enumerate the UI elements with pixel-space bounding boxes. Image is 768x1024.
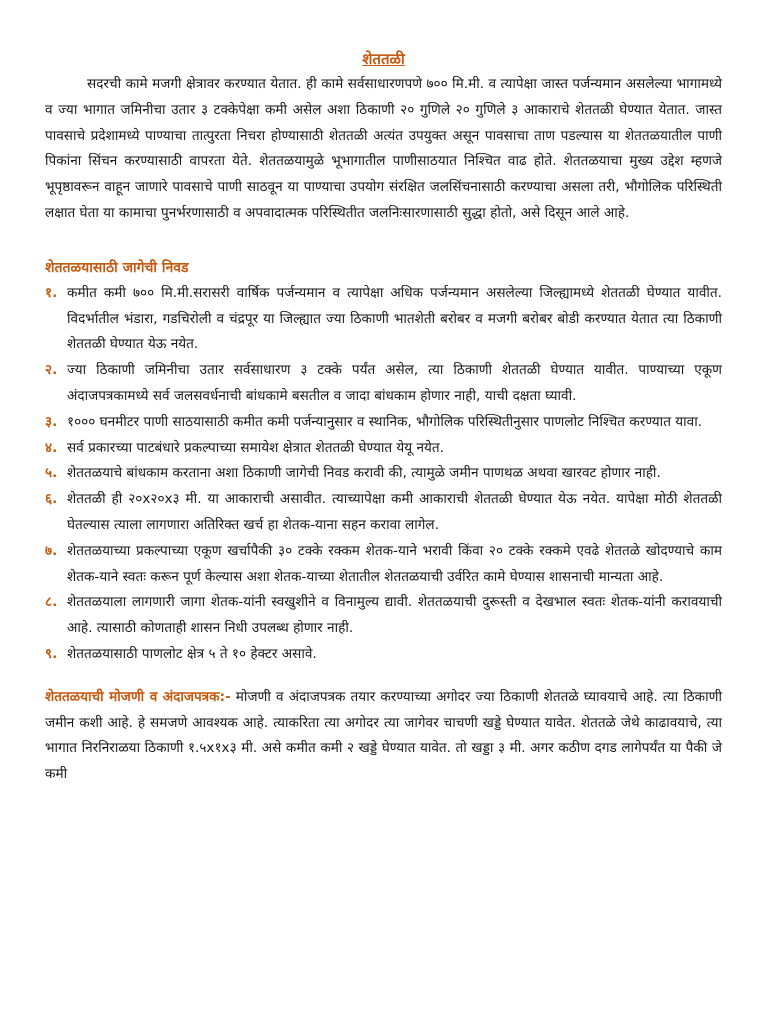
list-item-text: शेततळयासाठी पाणलोट क्षेत्र ५ ते १० हेक्टर असावे. bbox=[67, 645, 317, 662]
list-item-number: ७. bbox=[45, 542, 58, 559]
list-item bbox=[45, 590, 722, 642]
list-item-number: ६. bbox=[45, 491, 58, 508]
list-item bbox=[45, 358, 722, 410]
list-item-text: १००० घनमीटर पाणी साठयासाठी कमीत कमी पर्जन्यानुसार व स्थानिक, भौगोलिक परिस्थितीनुसार पाणलोट निश्चित करण्यात यावा. bbox=[67, 413, 703, 430]
list-item-number: ३. bbox=[45, 413, 58, 430]
document-title: शेततळी bbox=[362, 50, 405, 68]
list-item-text: शेततळयाच्या प्रकल्पाच्या एकूण खर्चापैकी ३० टक्के रक्कम शेतक-याने भरावी किंवा २० टक्के रक्कमे एवढे शेततळे खोदण्याचे काम शेतक-याने स्वतः करून पूर्ण केल्यास अशा शेतक-याच्या शेतातील शेततळयाची उर्वरित कामे घेण्यास शासनाची मान्यता आहे. bbox=[67, 542, 722, 585]
list-item-number: ४. bbox=[45, 439, 58, 456]
list-item-number: ५. bbox=[45, 465, 58, 482]
list-item bbox=[45, 539, 722, 591]
list-item bbox=[45, 410, 722, 436]
list-item-number: ८. bbox=[45, 594, 58, 611]
section-heading-site-selection: शेततळयासाठी जागेची निवड bbox=[45, 259, 189, 276]
list-item-text: कमीत कमी ७०० मि.मी.सरासरी वार्षिक पर्जन्यमान व त्यापेक्षा अधिक पर्जन्यमान असलेल्या जिल्ह्यामध्ये शेततळी घेण्यात यावीत. विदर्भातील भंडारा, गडचिरोली व चंद्रपूर या जिल्ह्यात ज्या ठिकाणी भातशेती बरोबर व मजगी बरोबर बोडी करण्यात येतात त्या ठिकाणी शेततळी घेण्यात येऊ नयेत. bbox=[67, 284, 722, 353]
site-selection-list bbox=[45, 281, 722, 668]
list-item bbox=[45, 642, 722, 668]
list-item-text: सर्व प्रकारच्या पाटबंधारे प्रकल्पाच्या समायेश क्षेत्रात शेततळी घेण्यात येयू नयेत. bbox=[67, 439, 445, 456]
list-item bbox=[45, 281, 722, 358]
measurement-estimate-paragraph bbox=[45, 685, 722, 788]
list-item-text: शेततळयाचे बांधकाम करताना अशा ठिकाणी जागेची निवड करावी की, त्यामुळे जमीन पाणथळ अथवा खारवट होणार नाही. bbox=[67, 465, 661, 482]
list-item-number: २. bbox=[45, 362, 58, 379]
list-item bbox=[45, 487, 722, 539]
list-item bbox=[45, 461, 722, 487]
list-item-number: १. bbox=[45, 284, 58, 301]
list-item bbox=[45, 436, 722, 462]
intro-paragraph: सदरची कामे मजगी क्षेत्रावर करण्यात येतात. ही कामे सर्वसाधारणपणे ७०० मि.मी. व त्यापेक्षा जास्त पर्जन्यमान असलेल्या भागामध्ये व ज्या भागात जमिनीचा उतार ३ टक्केपेक्षा कमी असेल अशा ठिकाणी २० गुणिले २० गुणिले ३ आकाराचे शेततळी घेण्यात येतात. जास्त पावसाचे प्रदेशामध्ये पाण्याचा तात्पुरता निचरा होण्यासाठी शेततळी अत्यंत उपयुक्त असून पावसाचा ताण पडल्यास या शेततळयातील पाणी पिकांना सिंचन करण्यासाठी वापरता येते. शेततळयामुळे भूभागातील पाणीसाठयात निश्चित वाढ होते. शेततळयाचा मुख्य उद्देश म्हणजे भूपृष्ठावरून वाहून जाणारे पावसाचे पाणी साठवून या पाण्याचा उपयोग संरक्षित जलसिंचनासाठी करण्याचा असला तरी, भौगोलिक परिस्थिती लक्षात घेता या कामाचा पुनर्भरणासाठी व अपवादात्मक परिस्थितीत जलनिःसारणासाठी सुद्धा होतो, असे दिसून आले आहे. bbox=[45, 76, 722, 221]
list-item-text: शेततळयाला लागणारी जागा शेतक-यांनी स्वखुशीने व विनामुल्य द्यावी. शेततळयाची दुरूस्ती व देखभाल स्वतः शेतक-यांनी करावयाची आहे. त्यासाठी कोणताही शासन निधी उपलब्ध होणार नाही. bbox=[67, 594, 722, 637]
measurement-estimate-text: मोजणी व अंदाजपत्रक तयार करण्याच्या अगोदर ज्या ठिकाणी शेततळे घ्यावयाचे आहे. त्या ठिकाणी जमीन कशी आहे. हे समजणे आवश्यक आहे. त्याकरिता त्या अगोदर त्या जागेवर चाचणी खड्डे घेण्यात यावेत. शेततळे जेथे काढावयाचे, त्या भागात निरनिराळया ठिकाणी १.५x१x३ मी. असे कमीत कमी २ खड्डे घेण्यात यावेत. तो खड्डा ३ मी. अगर कठीण दगड लागेपर्यंत या पैकी जे कमी bbox=[45, 688, 722, 783]
list-item-number: ९. bbox=[45, 645, 58, 662]
section-heading-measurement-estimate: शेततळयाची मोजणी व अंदाजपत्रक:- bbox=[45, 688, 231, 705]
list-item-text: शेततळी ही २०x२०x३ मी. या आकाराची असावीत. त्याच्यापेक्षा कमी आकाराची शेततळी घेण्यात येऊ नयेत. यापेक्षा मोठी शेततळी घेतल्यास त्याला लागणारा अतिरिक्त खर्च हा शेतक-याना सहन करावा लागेल. bbox=[67, 491, 722, 533]
list-item-text: ज्या ठिकाणी जमिनीचा उतार सर्वसाधारण ३ टक्के पर्यंत असेल, त्या ठिकाणी शेततळी घेण्यात यावीत. पाण्याच्या एकूण अंदाजपत्रकामध्ये सर्व जलसवर्धनाची बांधकामे बसतील व जादा बांधकाम होणार नाही, याची दक्षता घ्यावी. bbox=[67, 362, 722, 404]
